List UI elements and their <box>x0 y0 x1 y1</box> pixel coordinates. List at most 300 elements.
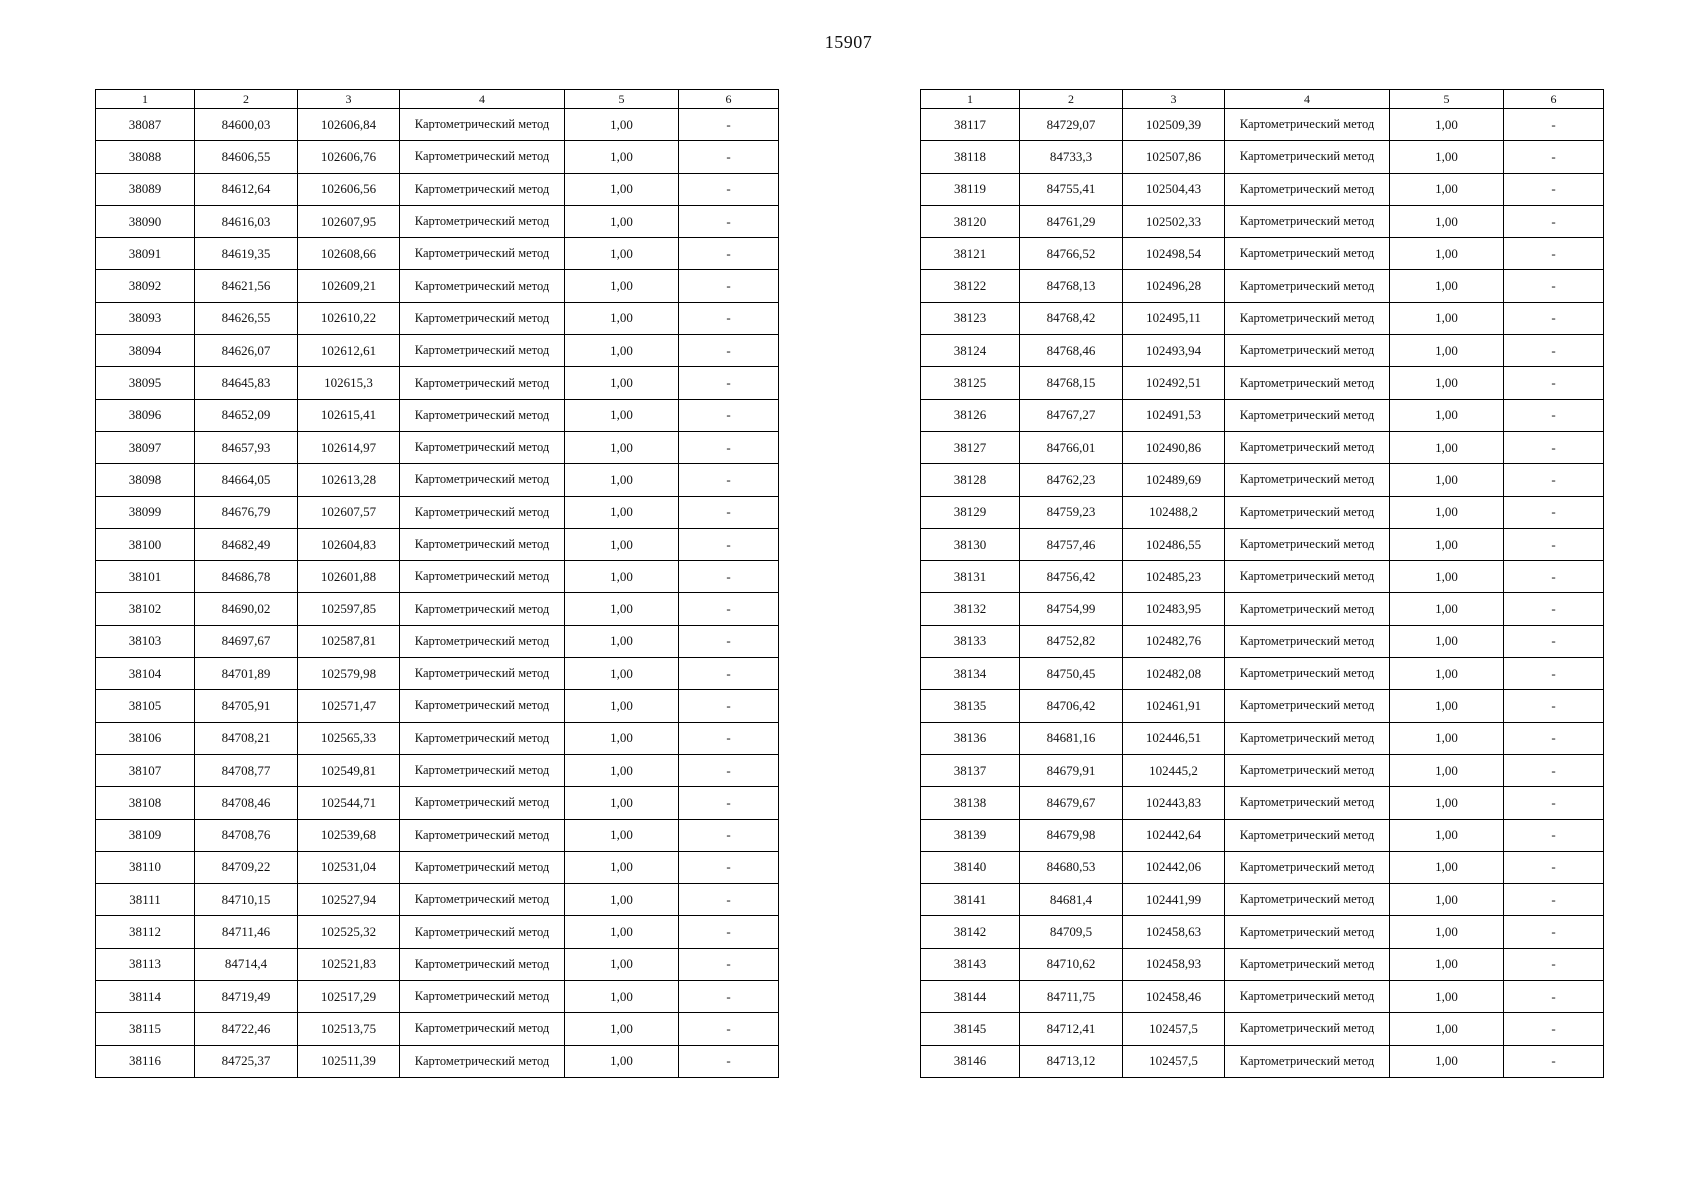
point-number-cell: 38121 <box>921 238 1020 270</box>
y-coordinate-cell: 102606,56 <box>298 173 400 205</box>
note-cell: - <box>679 819 779 851</box>
note-cell: - <box>679 109 779 141</box>
y-coordinate-cell: 102613,28 <box>298 464 400 496</box>
accuracy-cell: 1,00 <box>1390 1045 1504 1077</box>
page-number: 15907 <box>824 32 873 52</box>
table-row <box>921 722 1604 754</box>
point-number-cell: 38131 <box>921 561 1020 593</box>
accuracy-cell: 1,00 <box>1390 496 1504 528</box>
y-coordinate-cell: 102493,94 <box>1123 335 1225 367</box>
method-cell: Картометрический метод <box>400 948 565 980</box>
accuracy-cell: 1,00 <box>1390 141 1504 173</box>
note-cell: - <box>1504 690 1604 722</box>
x-coordinate-cell: 84680,53 <box>1020 851 1123 883</box>
table-row <box>921 690 1604 722</box>
y-coordinate-cell: 102608,66 <box>298 238 400 270</box>
accuracy-cell: 1,00 <box>565 528 679 560</box>
table-row <box>921 335 1604 367</box>
x-coordinate-cell: 84712,41 <box>1020 1013 1123 1045</box>
accuracy-cell: 1,00 <box>565 884 679 916</box>
x-coordinate-cell: 84616,03 <box>195 205 298 237</box>
accuracy-cell: 1,00 <box>1390 109 1504 141</box>
column-header: 6 <box>1504 90 1604 109</box>
table-row <box>921 851 1604 883</box>
note-cell: - <box>1504 335 1604 367</box>
point-number-cell: 38117 <box>921 109 1020 141</box>
x-coordinate-cell: 84755,41 <box>1020 173 1123 205</box>
method-cell: Картометрический метод <box>1225 1013 1390 1045</box>
accuracy-cell: 1,00 <box>565 916 679 948</box>
accuracy-cell: 1,00 <box>565 302 679 334</box>
note-cell: - <box>1504 754 1604 786</box>
method-cell: Картометрический метод <box>1225 948 1390 980</box>
point-number-cell: 38103 <box>96 625 195 657</box>
method-cell: Картометрический метод <box>1225 916 1390 948</box>
accuracy-cell: 1,00 <box>565 205 679 237</box>
method-cell: Картометрический метод <box>1225 173 1390 205</box>
column-header: 3 <box>298 90 400 109</box>
accuracy-cell: 1,00 <box>565 981 679 1013</box>
method-cell: Картометрический метод <box>1225 722 1390 754</box>
y-coordinate-cell: 102485,23 <box>1123 561 1225 593</box>
note-cell: - <box>1504 981 1604 1013</box>
accuracy-cell: 1,00 <box>1390 754 1504 786</box>
x-coordinate-cell: 84701,89 <box>195 658 298 690</box>
accuracy-cell: 1,00 <box>565 1013 679 1045</box>
x-coordinate-cell: 84676,79 <box>195 496 298 528</box>
accuracy-cell: 1,00 <box>1390 787 1504 819</box>
accuracy-cell: 1,00 <box>565 270 679 302</box>
note-cell: - <box>1504 625 1604 657</box>
note-cell: - <box>1504 173 1604 205</box>
note-cell: - <box>1504 496 1604 528</box>
accuracy-cell: 1,00 <box>565 658 679 690</box>
point-number-cell: 38112 <box>96 916 195 948</box>
coordinates-table-right <box>920 89 1604 1078</box>
x-coordinate-cell: 84679,98 <box>1020 819 1123 851</box>
y-coordinate-cell: 102458,63 <box>1123 916 1225 948</box>
table-row <box>921 884 1604 916</box>
table-row <box>96 528 779 560</box>
x-coordinate-cell: 84761,29 <box>1020 205 1123 237</box>
method-cell: Картометрический метод <box>1225 1045 1390 1077</box>
table-body <box>96 109 779 1078</box>
point-number-cell: 38091 <box>96 238 195 270</box>
y-coordinate-cell: 102610,22 <box>298 302 400 334</box>
y-coordinate-cell: 102496,28 <box>1123 270 1225 302</box>
column-header: 3 <box>1123 90 1225 109</box>
accuracy-cell: 1,00 <box>1390 528 1504 560</box>
accuracy-cell: 1,00 <box>565 399 679 431</box>
point-number-cell: 38108 <box>96 787 195 819</box>
method-cell: Картометрический метод <box>400 981 565 1013</box>
y-coordinate-cell: 102483,95 <box>1123 593 1225 625</box>
column-header: 4 <box>1225 90 1390 109</box>
method-cell: Картометрический метод <box>1225 528 1390 560</box>
x-coordinate-cell: 84709,22 <box>195 851 298 883</box>
accuracy-cell: 1,00 <box>1390 335 1504 367</box>
x-coordinate-cell: 84710,62 <box>1020 948 1123 980</box>
x-coordinate-cell: 84626,55 <box>195 302 298 334</box>
y-coordinate-cell: 102502,33 <box>1123 205 1225 237</box>
y-coordinate-cell: 102441,99 <box>1123 884 1225 916</box>
y-coordinate-cell: 102571,47 <box>298 690 400 722</box>
y-coordinate-cell: 102513,75 <box>298 1013 400 1045</box>
point-number-cell: 38116 <box>96 1045 195 1077</box>
method-cell: Картометрический метод <box>400 270 565 302</box>
accuracy-cell: 1,00 <box>565 109 679 141</box>
x-coordinate-cell: 84612,64 <box>195 173 298 205</box>
note-cell: - <box>679 431 779 463</box>
note-cell: - <box>1504 270 1604 302</box>
table-row <box>96 819 779 851</box>
point-number-cell: 38109 <box>96 819 195 851</box>
y-coordinate-cell: 102492,51 <box>1123 367 1225 399</box>
point-number-cell: 38135 <box>921 690 1020 722</box>
y-coordinate-cell: 102461,91 <box>1123 690 1225 722</box>
y-coordinate-cell: 102489,69 <box>1123 464 1225 496</box>
point-number-cell: 38124 <box>921 335 1020 367</box>
y-coordinate-cell: 102607,95 <box>298 205 400 237</box>
table-row <box>921 528 1604 560</box>
point-number-cell: 38144 <box>921 981 1020 1013</box>
table-row <box>96 884 779 916</box>
y-coordinate-cell: 102539,68 <box>298 819 400 851</box>
x-coordinate-cell: 84709,5 <box>1020 916 1123 948</box>
x-coordinate-cell: 84619,35 <box>195 238 298 270</box>
note-cell: - <box>1504 593 1604 625</box>
y-coordinate-cell: 102517,29 <box>298 981 400 1013</box>
note-cell: - <box>679 399 779 431</box>
note-cell: - <box>679 658 779 690</box>
method-cell: Картометрический метод <box>400 787 565 819</box>
point-number-cell: 38090 <box>96 205 195 237</box>
point-number-cell: 38092 <box>96 270 195 302</box>
x-coordinate-cell: 84756,42 <box>1020 561 1123 593</box>
accuracy-cell: 1,00 <box>565 141 679 173</box>
table-row <box>921 205 1604 237</box>
y-coordinate-cell: 102609,21 <box>298 270 400 302</box>
table-row <box>921 754 1604 786</box>
accuracy-cell: 1,00 <box>565 593 679 625</box>
x-coordinate-cell: 84768,15 <box>1020 367 1123 399</box>
note-cell: - <box>1504 399 1604 431</box>
accuracy-cell: 1,00 <box>565 1045 679 1077</box>
method-cell: Картометрический метод <box>1225 367 1390 399</box>
method-cell: Картометрический метод <box>1225 593 1390 625</box>
method-cell: Картометрический метод <box>400 625 565 657</box>
y-coordinate-cell: 102612,61 <box>298 335 400 367</box>
method-cell: Картометрический метод <box>400 335 565 367</box>
point-number-cell: 38114 <box>96 981 195 1013</box>
x-coordinate-cell: 84750,45 <box>1020 658 1123 690</box>
x-coordinate-cell: 84733,3 <box>1020 141 1123 173</box>
method-cell: Картометрический метод <box>1225 205 1390 237</box>
table-row <box>96 205 779 237</box>
table-row <box>96 561 779 593</box>
accuracy-cell: 1,00 <box>1390 464 1504 496</box>
y-coordinate-cell: 102442,64 <box>1123 819 1225 851</box>
method-cell: Картометрический метод <box>1225 238 1390 270</box>
note-cell: - <box>1504 1013 1604 1045</box>
note-cell: - <box>679 528 779 560</box>
method-cell: Картометрический метод <box>1225 625 1390 657</box>
method-cell: Картометрический метод <box>1225 431 1390 463</box>
table-row <box>921 270 1604 302</box>
point-number-cell: 38134 <box>921 658 1020 690</box>
method-cell: Картометрический метод <box>400 367 565 399</box>
y-coordinate-cell: 102486,55 <box>1123 528 1225 560</box>
method-cell: Картометрический метод <box>1225 690 1390 722</box>
x-coordinate-cell: 84705,91 <box>195 690 298 722</box>
y-coordinate-cell: 102587,81 <box>298 625 400 657</box>
y-coordinate-cell: 102604,83 <box>298 528 400 560</box>
method-cell: Картометрический метод <box>400 205 565 237</box>
note-cell: - <box>1504 431 1604 463</box>
y-coordinate-cell: 102527,94 <box>298 884 400 916</box>
table-row <box>96 658 779 690</box>
method-cell: Картометрический метод <box>1225 109 1390 141</box>
note-cell: - <box>679 916 779 948</box>
method-cell: Картометрический метод <box>1225 496 1390 528</box>
x-coordinate-cell: 84708,76 <box>195 819 298 851</box>
y-coordinate-cell: 102488,2 <box>1123 496 1225 528</box>
x-coordinate-cell: 84686,78 <box>195 561 298 593</box>
point-number-cell: 38139 <box>921 819 1020 851</box>
point-number-cell: 38087 <box>96 109 195 141</box>
table-row <box>921 464 1604 496</box>
accuracy-cell: 1,00 <box>1390 399 1504 431</box>
y-coordinate-cell: 102490,86 <box>1123 431 1225 463</box>
point-number-cell: 38088 <box>96 141 195 173</box>
y-coordinate-cell: 102482,76 <box>1123 625 1225 657</box>
table-row <box>96 1045 779 1077</box>
x-coordinate-cell: 84757,46 <box>1020 528 1123 560</box>
note-cell: - <box>679 302 779 334</box>
accuracy-cell: 1,00 <box>565 464 679 496</box>
method-cell: Картометрический метод <box>400 399 565 431</box>
accuracy-cell: 1,00 <box>1390 431 1504 463</box>
note-cell: - <box>1504 141 1604 173</box>
accuracy-cell: 1,00 <box>1390 658 1504 690</box>
y-coordinate-cell: 102457,5 <box>1123 1045 1225 1077</box>
table-row <box>921 593 1604 625</box>
y-coordinate-cell: 102606,84 <box>298 109 400 141</box>
x-coordinate-cell: 84657,93 <box>195 431 298 463</box>
y-coordinate-cell: 102579,98 <box>298 658 400 690</box>
accuracy-cell: 1,00 <box>1390 690 1504 722</box>
x-coordinate-cell: 84762,23 <box>1020 464 1123 496</box>
note-cell: - <box>1504 948 1604 980</box>
point-number-cell: 38136 <box>921 722 1020 754</box>
note-cell: - <box>679 561 779 593</box>
x-coordinate-cell: 84767,27 <box>1020 399 1123 431</box>
x-coordinate-cell: 84606,55 <box>195 141 298 173</box>
method-cell: Картометрический метод <box>400 464 565 496</box>
accuracy-cell: 1,00 <box>565 335 679 367</box>
method-cell: Картометрический метод <box>1225 884 1390 916</box>
table-row <box>96 270 779 302</box>
x-coordinate-cell: 84754,99 <box>1020 593 1123 625</box>
accuracy-cell: 1,00 <box>1390 367 1504 399</box>
note-cell: - <box>679 851 779 883</box>
accuracy-cell: 1,00 <box>1390 625 1504 657</box>
point-number-cell: 38104 <box>96 658 195 690</box>
table-row <box>921 109 1604 141</box>
x-coordinate-cell: 84679,67 <box>1020 787 1123 819</box>
table-row <box>921 302 1604 334</box>
point-number-cell: 38095 <box>96 367 195 399</box>
accuracy-cell: 1,00 <box>1390 1013 1504 1045</box>
y-coordinate-cell: 102498,54 <box>1123 238 1225 270</box>
table-row <box>921 1013 1604 1045</box>
table-row <box>921 496 1604 528</box>
point-number-cell: 38089 <box>96 173 195 205</box>
note-cell: - <box>1504 722 1604 754</box>
note-cell: - <box>679 496 779 528</box>
accuracy-cell: 1,00 <box>1390 593 1504 625</box>
method-cell: Картометрический метод <box>400 1013 565 1045</box>
point-number-cell: 38113 <box>96 948 195 980</box>
x-coordinate-cell: 84768,13 <box>1020 270 1123 302</box>
note-cell: - <box>1504 851 1604 883</box>
table-row <box>96 464 779 496</box>
method-cell: Картометрический метод <box>400 916 565 948</box>
column-header: 5 <box>565 90 679 109</box>
y-coordinate-cell: 102457,5 <box>1123 1013 1225 1045</box>
y-coordinate-cell: 102601,88 <box>298 561 400 593</box>
method-cell: Картометрический метод <box>400 561 565 593</box>
point-number-cell: 38132 <box>921 593 1020 625</box>
table-row <box>921 948 1604 980</box>
x-coordinate-cell: 84766,52 <box>1020 238 1123 270</box>
x-coordinate-cell: 84706,42 <box>1020 690 1123 722</box>
column-header: 1 <box>96 90 195 109</box>
method-cell: Картометрический метод <box>1225 819 1390 851</box>
x-coordinate-cell: 84729,07 <box>1020 109 1123 141</box>
note-cell: - <box>1504 464 1604 496</box>
point-number-cell: 38106 <box>96 722 195 754</box>
table-row <box>96 141 779 173</box>
table-row <box>96 916 779 948</box>
point-number-cell: 38128 <box>921 464 1020 496</box>
x-coordinate-cell: 84711,46 <box>195 916 298 948</box>
point-number-cell: 38140 <box>921 851 1020 883</box>
y-coordinate-cell: 102443,83 <box>1123 787 1225 819</box>
note-cell: - <box>679 981 779 1013</box>
point-number-cell: 38098 <box>96 464 195 496</box>
y-coordinate-cell: 102615,41 <box>298 399 400 431</box>
x-coordinate-cell: 84710,15 <box>195 884 298 916</box>
accuracy-cell: 1,00 <box>1390 884 1504 916</box>
table-row <box>921 367 1604 399</box>
table-row <box>921 431 1604 463</box>
table-row <box>96 399 779 431</box>
method-cell: Картометрический метод <box>1225 302 1390 334</box>
accuracy-cell: 1,00 <box>565 238 679 270</box>
x-coordinate-cell: 84768,46 <box>1020 335 1123 367</box>
column-header: 2 <box>195 90 298 109</box>
point-number-cell: 38107 <box>96 754 195 786</box>
table-row <box>96 754 779 786</box>
method-cell: Картометрический метод <box>1225 981 1390 1013</box>
x-coordinate-cell: 84626,07 <box>195 335 298 367</box>
table-row <box>921 141 1604 173</box>
x-coordinate-cell: 84725,37 <box>195 1045 298 1077</box>
x-coordinate-cell: 84652,09 <box>195 399 298 431</box>
accuracy-cell: 1,00 <box>565 722 679 754</box>
method-cell: Картометрический метод <box>400 690 565 722</box>
point-number-cell: 38096 <box>96 399 195 431</box>
coordinates-table-left <box>95 89 779 1078</box>
accuracy-cell: 1,00 <box>565 431 679 463</box>
column-header: 6 <box>679 90 779 109</box>
y-coordinate-cell: 102491,53 <box>1123 399 1225 431</box>
table-row <box>96 625 779 657</box>
point-number-cell: 38094 <box>96 335 195 367</box>
x-coordinate-cell: 84722,46 <box>195 1013 298 1045</box>
table-header-row <box>921 90 1604 109</box>
table-row <box>921 1045 1604 1077</box>
accuracy-cell: 1,00 <box>1390 238 1504 270</box>
point-number-cell: 38102 <box>96 593 195 625</box>
x-coordinate-cell: 84682,49 <box>195 528 298 560</box>
y-coordinate-cell: 102525,32 <box>298 916 400 948</box>
column-header: 5 <box>1390 90 1504 109</box>
table-row <box>921 981 1604 1013</box>
column-header: 2 <box>1020 90 1123 109</box>
x-coordinate-cell: 84719,49 <box>195 981 298 1013</box>
point-number-cell: 38093 <box>96 302 195 334</box>
note-cell: - <box>1504 367 1604 399</box>
method-cell: Картометрический метод <box>400 851 565 883</box>
y-coordinate-cell: 102614,97 <box>298 431 400 463</box>
x-coordinate-cell: 84752,82 <box>1020 625 1123 657</box>
table-row <box>921 625 1604 657</box>
x-coordinate-cell: 84679,91 <box>1020 754 1123 786</box>
method-cell: Картометрический метод <box>1225 787 1390 819</box>
note-cell: - <box>679 238 779 270</box>
column-header: 4 <box>400 90 565 109</box>
x-coordinate-cell: 84708,46 <box>195 787 298 819</box>
method-cell: Картометрический метод <box>400 109 565 141</box>
x-coordinate-cell: 84664,05 <box>195 464 298 496</box>
note-cell: - <box>1504 561 1604 593</box>
y-coordinate-cell: 102521,83 <box>298 948 400 980</box>
y-coordinate-cell: 102615,3 <box>298 367 400 399</box>
x-coordinate-cell: 84714,4 <box>195 948 298 980</box>
accuracy-cell: 1,00 <box>1390 948 1504 980</box>
point-number-cell: 38126 <box>921 399 1020 431</box>
method-cell: Картометрический метод <box>1225 754 1390 786</box>
note-cell: - <box>1504 658 1604 690</box>
point-number-cell: 38129 <box>921 496 1020 528</box>
point-number-cell: 38111 <box>96 884 195 916</box>
accuracy-cell: 1,00 <box>565 787 679 819</box>
x-coordinate-cell: 84681,16 <box>1020 722 1123 754</box>
accuracy-cell: 1,00 <box>565 625 679 657</box>
table-row <box>96 431 779 463</box>
method-cell: Картометрический метод <box>400 238 565 270</box>
accuracy-cell: 1,00 <box>1390 916 1504 948</box>
y-coordinate-cell: 102549,81 <box>298 754 400 786</box>
method-cell: Картометрический метод <box>400 496 565 528</box>
x-coordinate-cell: 84713,12 <box>1020 1045 1123 1077</box>
accuracy-cell: 1,00 <box>565 851 679 883</box>
note-cell: - <box>1504 302 1604 334</box>
y-coordinate-cell: 102495,11 <box>1123 302 1225 334</box>
y-coordinate-cell: 102606,76 <box>298 141 400 173</box>
